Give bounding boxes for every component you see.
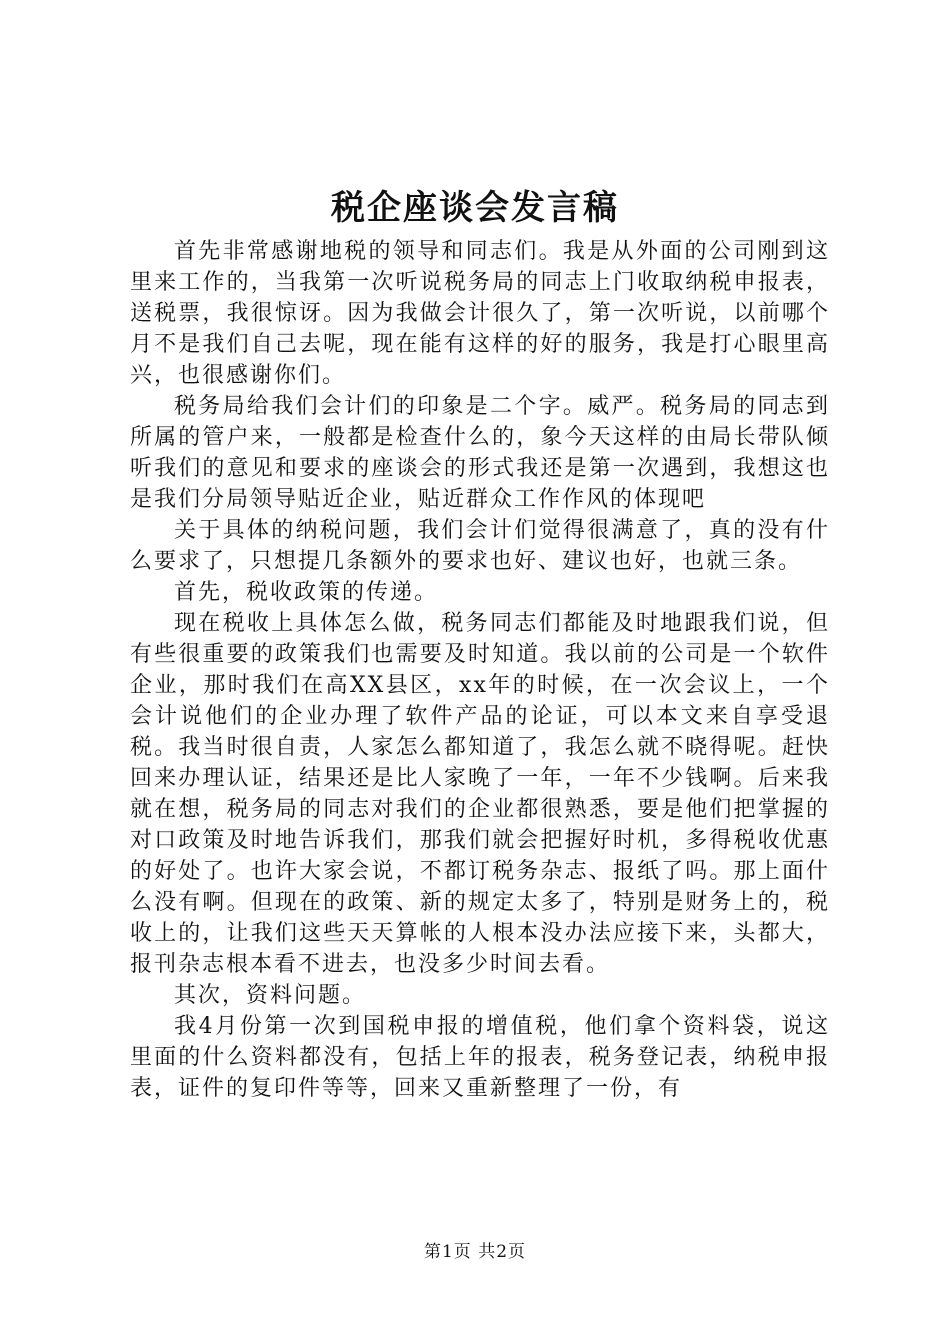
paragraph-5: 现在税收上具体怎么做，税务同志们都能及时地跟我们说，但有些很重要的政策我们也需要及时知道。我以前的公司是一个软件企业，那时我们在高XX县区，xx年的时候，在一次会议上，一个会计说他们的企业办理了软件产品的论证，可以本文来自享受退税。我当时很自责，人家怎么都知道了，我怎么就不晓得呢。赶快回来办理认证，结果还是比人家晚了一年，一年不少钱啊。后来我就在想，税务局的同志对我们的企业都很熟悉，要是他们把掌握的对口政策及时地告诉我们，那我们就会把握好时机，多得税收优惠的好处了。也许大家会说，不都订税务杂志、报纸了吗。那上面什么没有啊。但现在的政策、新的规定太多了，特别是财务上的，税收上的，让我们这些天天算帐的人根本没办法应接下来，头都大，报刊杂志根本看不进去，也没多少时间去看。 bbox=[130, 611, 830, 977]
paragraph-4: 首先，税收政策的传递。 bbox=[174, 580, 439, 605]
paragraph-2: 税务局给我们会计们的印象是二个字。威严。税务局的同志到所属的管户来，一般都是检查什么的，象今天这样的由局长带队倾听我们的意见和要求的座谈会的形式我还是第一次遇到，我想这也是我们分局领导贴近企业，贴近群众工作作风的体现吧 bbox=[130, 394, 830, 512]
paragraph-3: 关于具体的纳税问题，我们会计们觉得很满意了，真的没有什么要求了，只想提几条额外的要求也好、建议也好，也就三条。 bbox=[130, 518, 830, 574]
paragraph-7: 我4月份第一次到国税申报的增值税，他们拿个资料袋，说这里面的什么资料都没有，包括上年的报表，税务登记表，纳税申报表，证件的复印件等等，回来又重新整理了一份，有 bbox=[130, 1014, 830, 1101]
paragraph-1: 首先非常感谢地税的领导和同志们。我是从外面的公司刚到这里来工作的，当我第一次听说税务局的同志上门收取纳税申报表，送税票，我很惊讶。因为我做会计很久了，第一次听说，以前哪个月不是我们自己去呢，现在能有这样的好的服务，我是打心眼里高兴，也很感谢你们。 bbox=[130, 239, 830, 388]
page-title: 税企座谈会发言稿 bbox=[331, 188, 619, 228]
page-number-footer: 第1页 共2页 bbox=[423, 1242, 527, 1262]
document-body bbox=[130, 236, 830, 1104]
paragraph-6: 其次，资料问题。 bbox=[174, 983, 367, 1008]
